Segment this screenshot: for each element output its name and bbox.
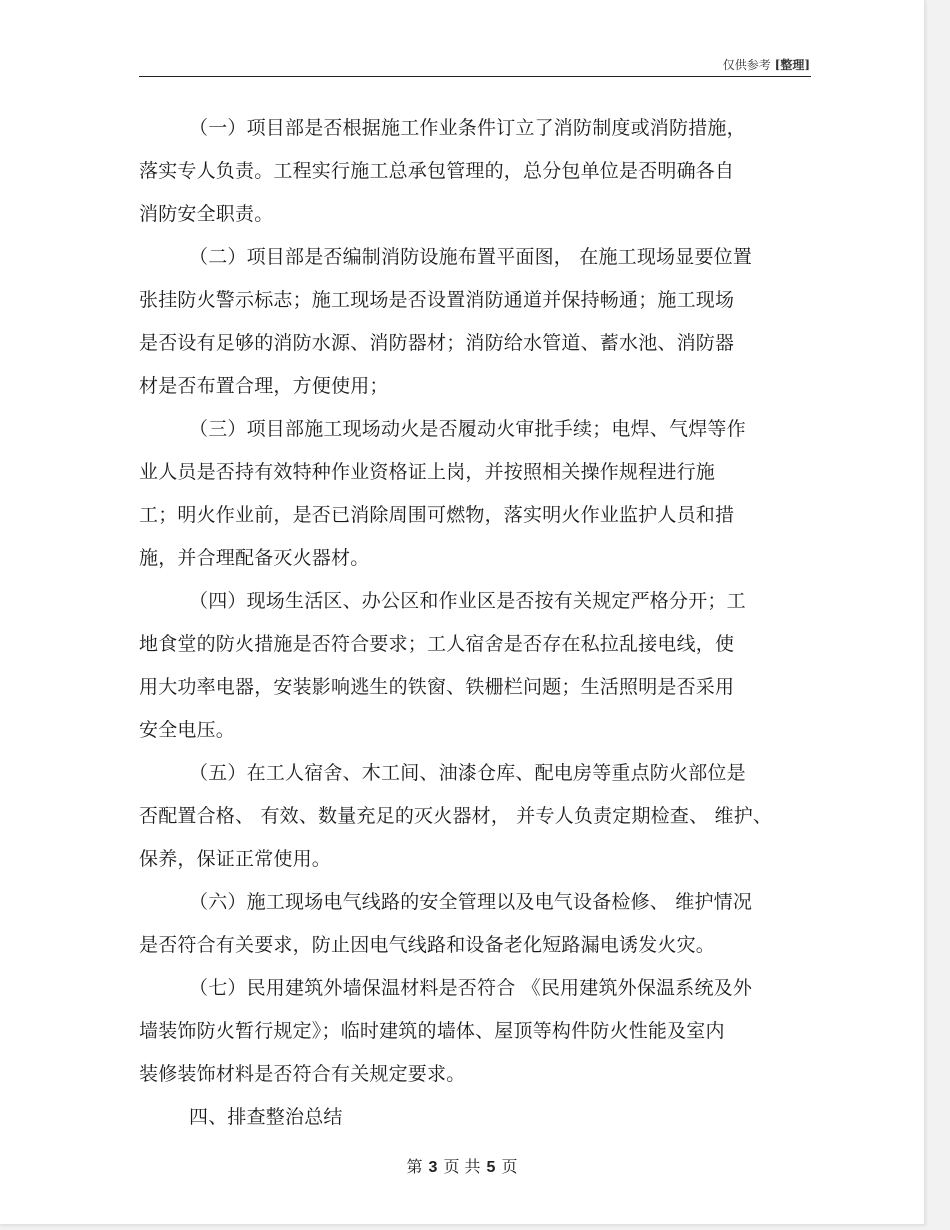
paragraph-6-line-1: （六）施工现场电气线路的安全管理以及电气设备检修、 维护情况: [189, 891, 753, 913]
header-note-bracket: [整理]: [774, 58, 810, 72]
section-heading: 四、排查整治总结: [189, 1106, 343, 1128]
paragraph-7-line-3: 装修装饰材料是否符合有关规定要求。: [139, 1063, 466, 1085]
page-footer: [0, 1154, 924, 1177]
footer-prefix: 第: [406, 1157, 423, 1176]
paragraph-4-line-1: （四）现场生活区、办公区和作业区是否按有关规定严格分开；工: [189, 590, 746, 612]
paragraph-2-line-3: 是否设有足够的消防水源、消防器材；消防给水管道、蓄水池、消防器: [139, 332, 735, 354]
paragraph-4-line-3: 用大功率电器，安装影响逃生的铁窗、铁栅栏问题；生活照明是否采用: [139, 676, 735, 698]
paragraph-1-line-2: 落实专人负责。工程实行施工总承包管理的，总分包单位是否明确各自: [139, 160, 735, 182]
paragraph-3-line-3: 工；明火作业前，是否已消除周围可燃物，落实明火作业监护人员和措: [139, 504, 735, 526]
paragraph-1-line-1: （一）项目部是否根据施工作业条件订立了消防制度或消防措施，: [189, 117, 746, 139]
paragraph-7-line-1: （七）民用建筑外墙保温材料是否符合 《民用建筑外保温系统及外: [189, 977, 753, 999]
paragraph-3-line-4: 施，并合理配备灭火器材。: [139, 547, 370, 569]
paragraph-4-line-4: 安全电压。: [139, 719, 236, 741]
header-note: [640, 56, 810, 73]
paragraph-5-line-2: 否配置合格、 有效、数量充足的灭火器材， 并专人负责定期检查、 维护、: [139, 805, 773, 827]
footer-current-page: 3: [428, 1159, 438, 1176]
header-rule: [139, 76, 811, 77]
paragraph-2-line-1: （二）项目部是否编制消防设施布置平面图， 在施工现场显要位置: [189, 246, 753, 268]
paragraph-7-line-2: 墙装饰防火暂行规定》；临时建筑的墙体、屋顶等构件防火性能及室内: [139, 1020, 725, 1042]
paragraph-6-line-2: 是否符合有关要求，防止因电气线路和设备老化短路漏电诱发火灾。: [139, 934, 716, 956]
paragraph-5-line-3: 保养，保证正常使用。: [139, 848, 332, 870]
paragraph-3-line-1: （三）项目部施工现场动火是否履动火审批手续；电焊、气焊等作: [189, 418, 746, 440]
paragraph-4-line-2: 地食堂的防火措施是否符合要求；工人宿舍是否存在私拉乱接电线，使: [139, 633, 735, 655]
footer-suffix: 页: [501, 1157, 518, 1176]
paragraph-2-line-4: 材是否布置合理，方便使用；: [139, 375, 389, 397]
paragraph-3-line-2: 业人员是否持有效特种作业资格证上岗，并按照相关操作规程进行施: [139, 461, 716, 483]
footer-middle: 页 共: [443, 1157, 481, 1176]
paragraph-5-line-1: （五）在工人宿舍、木工间、油漆仓库、配电房等重点防火部位是: [189, 762, 746, 784]
body-text: [139, 111, 819, 1143]
paragraph-2-line-2: 张挂防火警示标志；施工现场是否设置消防通道并保持畅通；施工现场: [139, 289, 735, 311]
footer-total-pages: 5: [486, 1159, 496, 1176]
paragraph-1-line-3: 消防安全职责。: [139, 203, 274, 225]
header-note-text: 仅供参考: [722, 58, 771, 72]
